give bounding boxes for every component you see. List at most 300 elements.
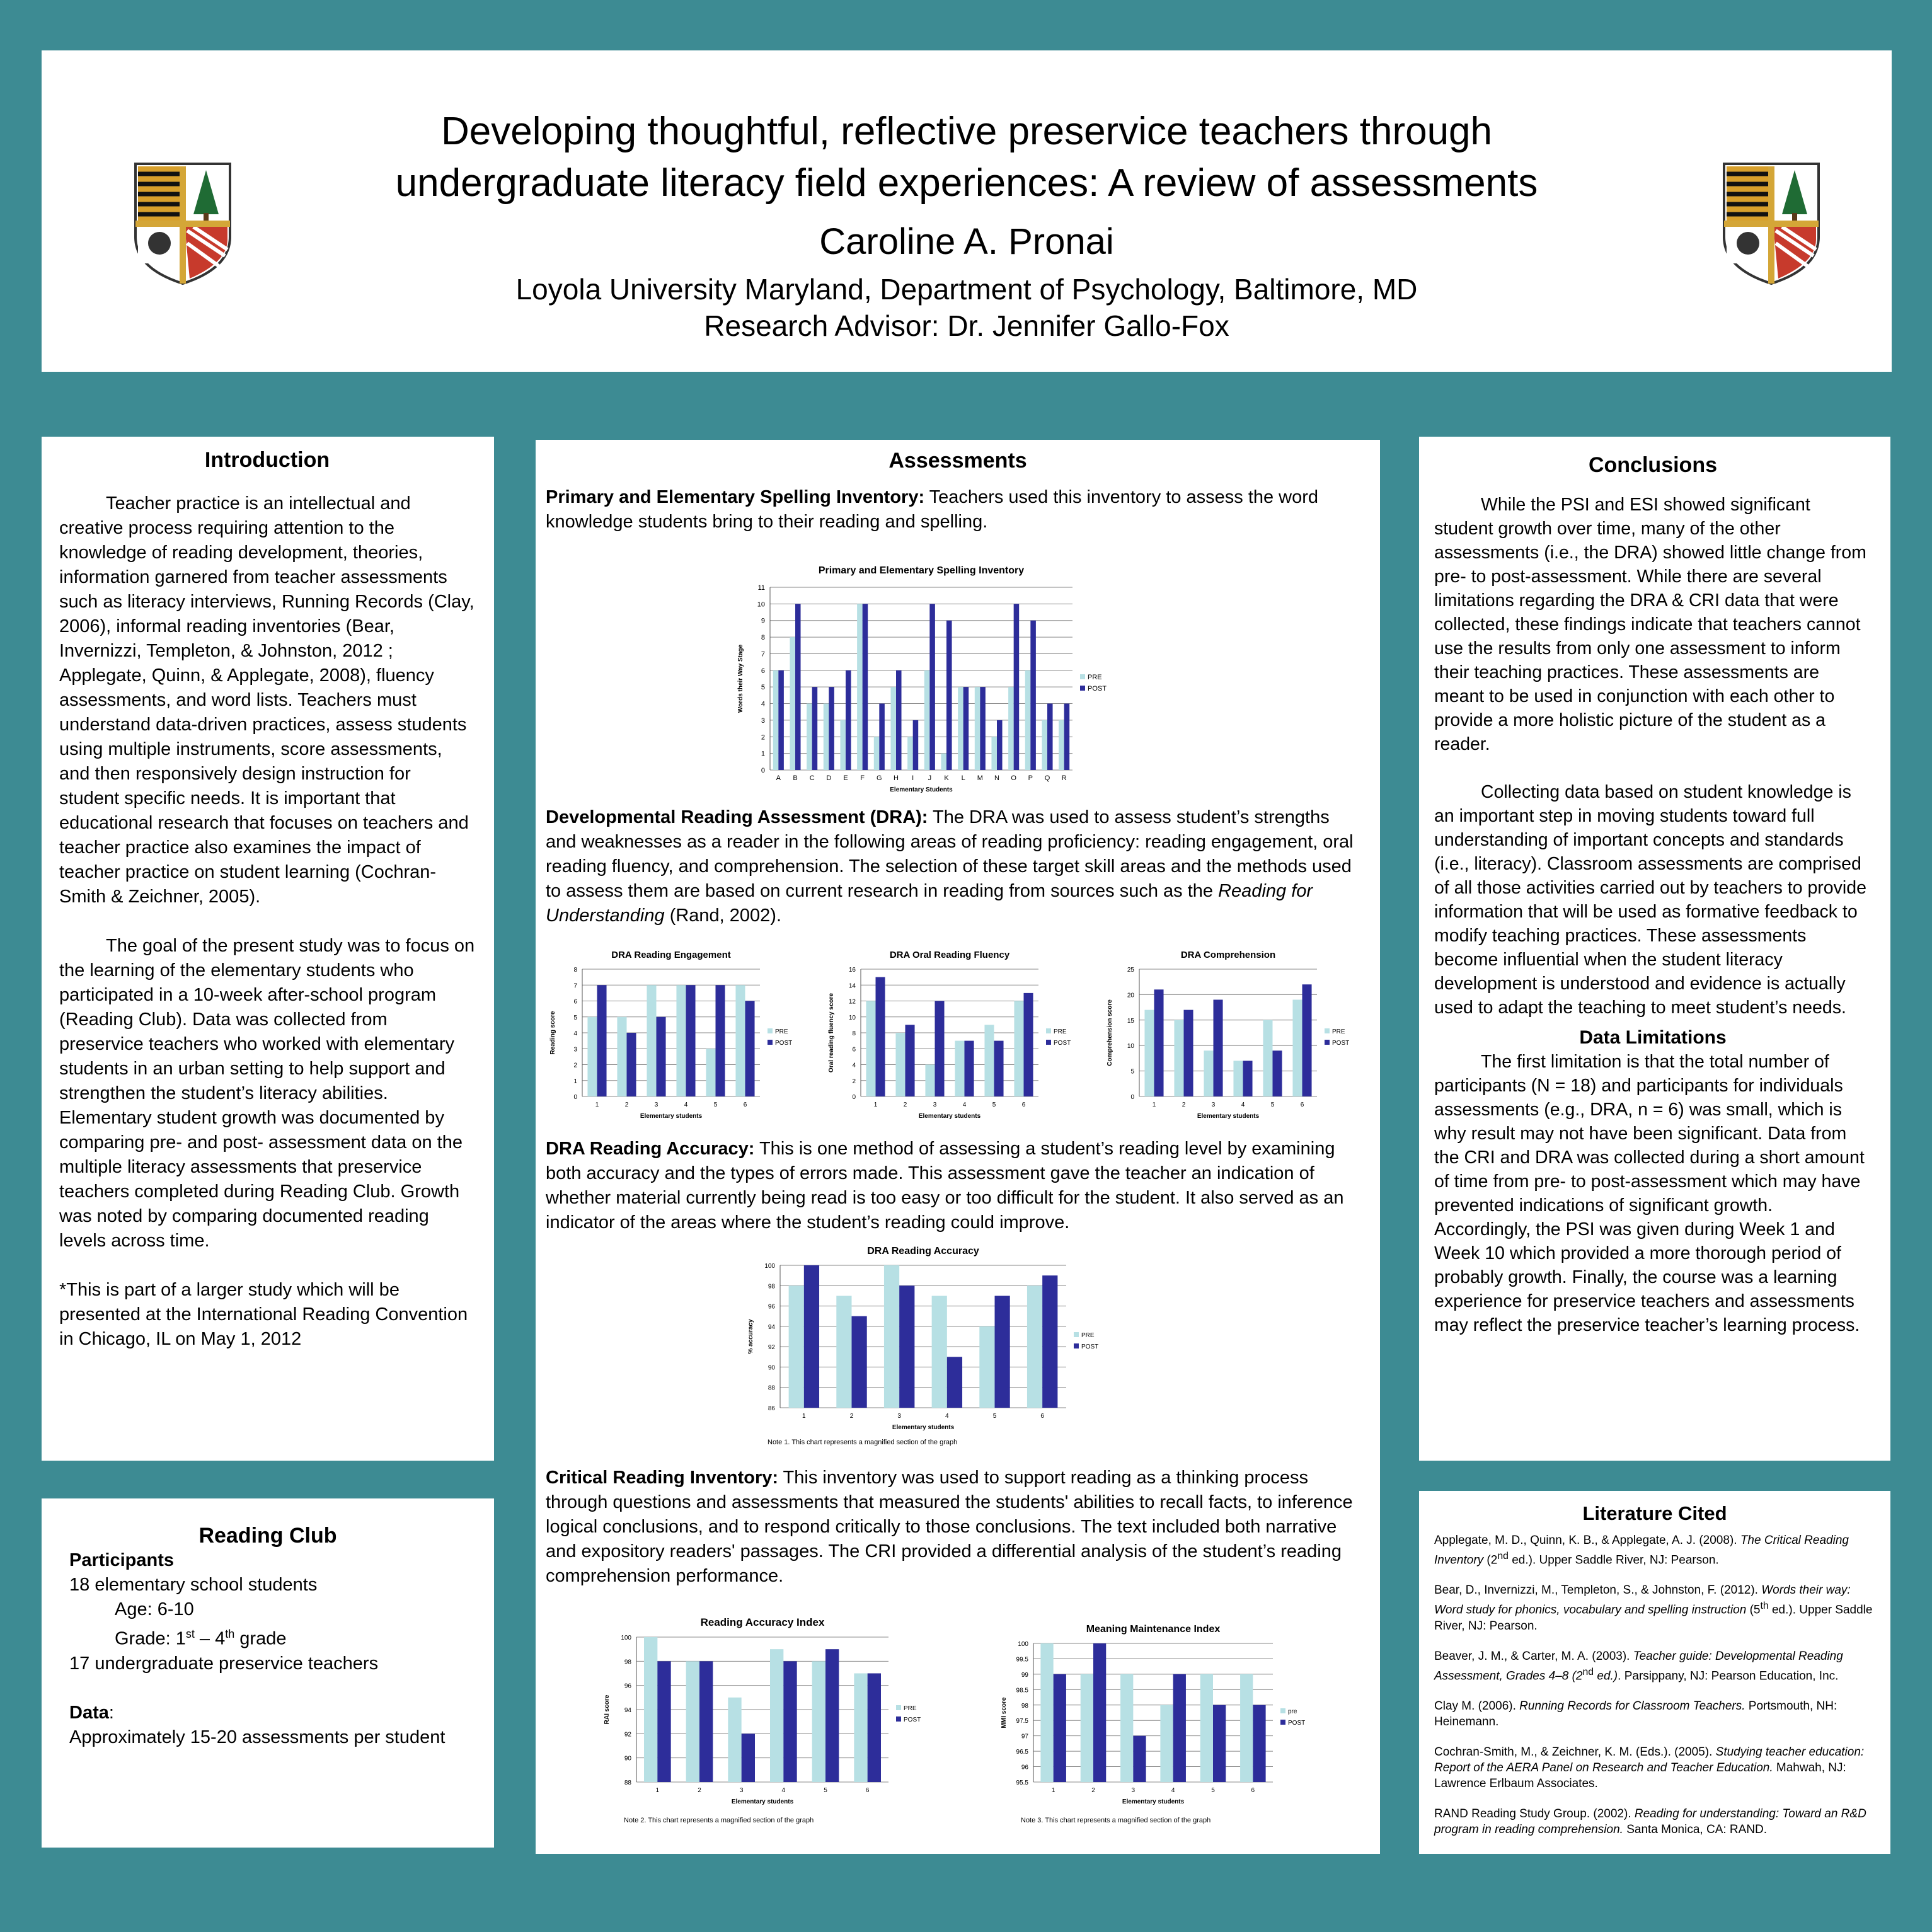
x-tick-label: 3 (1211, 1101, 1216, 1108)
bar-pre (1200, 1674, 1213, 1782)
y-tick-label: 25 (1127, 967, 1134, 974)
accuracy-chart-svg (739, 1240, 1142, 1448)
x-tick-label: 4 (1241, 1101, 1245, 1108)
x-tick-label: 2 (698, 1787, 701, 1794)
bar-post (965, 1041, 974, 1096)
y-tick-label: 90 (768, 1364, 775, 1372)
legend-label: POST (904, 1716, 921, 1723)
y-tick-label: 97 (1021, 1733, 1028, 1740)
bar-pre (676, 985, 686, 1096)
author-name: Caroline A. Pronai (819, 221, 1114, 262)
bar-post (1173, 1674, 1186, 1782)
y-tick-label: 2 (761, 733, 765, 742)
psi-chart-svg (726, 560, 1167, 805)
psi-chart (726, 560, 1167, 805)
y-tick-label: 5 (761, 684, 765, 692)
x-tick-label: 1 (1051, 1787, 1055, 1794)
bar-post (963, 687, 969, 770)
engagement-chart-svg (546, 944, 817, 1127)
x-tick-label: 6 (1021, 1101, 1026, 1108)
legend-swatch (1046, 1040, 1051, 1045)
x-tick-label: 4 (945, 1413, 949, 1420)
bar-pre (773, 670, 779, 770)
x-tick-label: 5 (992, 1101, 996, 1108)
chart-title: DRA Reading Engagement (611, 950, 731, 960)
y-tick-label: 96.5 (1016, 1749, 1028, 1756)
y-tick-label: 4 (852, 1062, 856, 1069)
x-axis-label: Elementary students (918, 1113, 981, 1120)
x-tick-label: 1 (655, 1787, 660, 1794)
bar-post (863, 604, 868, 770)
legend-swatch (1074, 1343, 1079, 1348)
y-tick-label: 4 (761, 700, 765, 708)
legend-label: PRE (904, 1705, 917, 1712)
bar-pre (790, 637, 795, 770)
bar-pre (647, 985, 656, 1096)
chart-note: Note 1. This chart represents a magnified section of the graph (768, 1439, 958, 1446)
bar-post (686, 985, 696, 1096)
bar-post (812, 687, 818, 770)
bar-post (1014, 604, 1020, 770)
x-tick-label: 5 (713, 1101, 718, 1108)
y-tick-label: 7 (573, 982, 577, 990)
y-tick-label: 3 (761, 716, 765, 725)
y-tick-label: 0 (761, 767, 765, 774)
bar-pre (728, 1698, 741, 1782)
chart-title: DRA Reading Accuracy (867, 1246, 979, 1256)
bar-post (716, 985, 725, 1096)
legend-swatch (896, 1705, 901, 1710)
introduction-title: Introduction (204, 448, 330, 472)
x-tick-label: 2 (1091, 1787, 1095, 1794)
x-tick-label: G (877, 774, 882, 782)
bar-pre (924, 670, 930, 770)
chart-title: Meaning Maintenance Index (1086, 1624, 1221, 1635)
y-tick-label: 96 (768, 1303, 775, 1311)
bar-pre (991, 737, 997, 770)
x-tick-label: J (928, 774, 932, 782)
x-tick-label: 3 (897, 1413, 901, 1420)
y-tick-label: 90 (624, 1755, 631, 1762)
bar-pre (890, 687, 896, 770)
bar-post (1093, 1643, 1106, 1782)
y-tick-label: 5 (573, 1014, 577, 1021)
x-tick-label: 5 (824, 1787, 827, 1794)
x-tick-label: F (860, 774, 865, 782)
y-tick-label: 0 (1130, 1094, 1134, 1101)
bar-post (980, 687, 986, 770)
bar-pre (1233, 1061, 1243, 1096)
y-tick-label: 0 (573, 1094, 577, 1101)
legend-label: pre (1288, 1708, 1297, 1715)
legend-swatch (1080, 686, 1085, 691)
y-axis-label: Reading score (549, 1011, 556, 1055)
bar-pre (958, 687, 963, 770)
reading-club-section (42, 1498, 494, 1848)
bar-post (1213, 1705, 1226, 1782)
y-tick-label: 1 (573, 1078, 577, 1085)
x-tick-label: 1 (1152, 1101, 1156, 1108)
bar-pre (1292, 999, 1302, 1096)
fluency-chart-svg (824, 944, 1095, 1127)
mmi-chart (989, 1618, 1342, 1826)
y-axis-label: Words their Way Stage (737, 644, 744, 713)
y-tick-label: 6 (852, 1046, 856, 1054)
bar-post (946, 621, 952, 770)
x-tick-label: 5 (992, 1413, 997, 1420)
x-axis-label: Elementary students (640, 1113, 703, 1120)
bar-pre (1008, 687, 1014, 770)
y-tick-label: 88 (768, 1384, 775, 1392)
y-tick-label: 92 (768, 1344, 775, 1352)
y-tick-label: 15 (1127, 1017, 1134, 1025)
psi-description: Primary and Elementary Spelling Inventory: Teachers used this inventory to assess the word knowledge students bring to their reading and spelling. (546, 487, 1319, 532)
participants-label: Participants (69, 1550, 174, 1570)
bar-post (896, 670, 902, 770)
chart-note: Note 2. This chart represents a magnified section of the graph (624, 1817, 814, 1824)
bar-pre (824, 704, 829, 770)
chart-title: DRA Comprehension (1180, 950, 1276, 960)
x-tick-label: 6 (865, 1787, 870, 1794)
y-axis-label: RAI score (604, 1694, 611, 1725)
x-tick-label: M (977, 774, 983, 782)
x-tick-label: 5 (1211, 1787, 1215, 1794)
comprehension-chart-svg (1103, 944, 1374, 1127)
y-axis-label: % accuracy (747, 1319, 754, 1354)
x-axis-label: Elementary Students (890, 786, 953, 793)
legend-swatch (1280, 1708, 1285, 1713)
engagement-chart (546, 944, 817, 1127)
age-range: Age: 6-10 (115, 1599, 194, 1619)
comprehension-chart (1103, 944, 1374, 1127)
bar-pre (807, 704, 812, 770)
introduction-section (42, 437, 494, 1461)
bar-pre (706, 1049, 715, 1096)
bar-pre (840, 720, 846, 770)
fluency-chart (824, 944, 1095, 1127)
x-tick-label: 3 (1131, 1787, 1136, 1794)
bar-pre (984, 1025, 994, 1096)
bar-pre (854, 1674, 867, 1783)
bar-pre (932, 1296, 947, 1408)
x-tick-label: 4 (1171, 1787, 1175, 1794)
bar-post (829, 687, 834, 770)
bar-post (699, 1661, 713, 1782)
bar-pre (907, 737, 913, 770)
bar-post (899, 1285, 914, 1408)
y-tick-label: 98.5 (1016, 1687, 1028, 1694)
bar-pre (895, 1033, 905, 1096)
bar-post (935, 1001, 945, 1097)
y-tick-label: 8 (761, 634, 765, 642)
y-tick-label: 9 (761, 617, 765, 625)
students-count: 18 elementary school students (69, 1575, 318, 1595)
x-tick-label: P (1028, 774, 1033, 782)
data-limitations-title: Data Limitations (1579, 1027, 1727, 1048)
legend-swatch (768, 1028, 773, 1033)
bar-post (997, 720, 1003, 770)
x-tick-label: H (894, 774, 899, 782)
chart-title: Reading Accuracy Index (700, 1616, 825, 1628)
legend-label: POST (1288, 1720, 1306, 1727)
x-tick-label: 1 (595, 1101, 599, 1108)
x-axis-label: Elementary students (731, 1798, 794, 1805)
y-tick-label: 10 (848, 1014, 856, 1021)
y-tick-label: 2 (573, 1062, 577, 1069)
x-tick-label: R (1061, 774, 1067, 782)
bar-post (868, 1674, 881, 1783)
bar-pre (941, 754, 946, 770)
legend-swatch (1046, 1028, 1051, 1033)
dra-description: Developmental Reading Assessment (DRA): The DRA was used to assess student’s strengths and weaknesses as a reader in the following areas of reading proficiency: reading engagement, oral reading fluency, and comprehension. The selection of these target skill areas and the methods used to assess them are based on current research in reading from sources such as the Reading for Understanding (Rand, 2002). (546, 807, 1354, 926)
y-tick-label: 4 (573, 1030, 577, 1037)
x-axis-label: Elementary students (892, 1424, 955, 1431)
x-tick-label: 6 (1251, 1787, 1255, 1794)
cri-description: Critical Reading Inventory: This inventory was used to support reading as a thinking process through questions and assessments that measured the students' abilities to recall facts, to inference logical conclusions, and to respond critically to those conclusions. The text included both narrative and expository readers' passages. The CRI provided a differential analysis of the student’s reading comprehension performance. (546, 1468, 1353, 1586)
x-tick-label: 2 (849, 1413, 854, 1420)
chart-title: DRA Oral Reading Fluency (889, 950, 1010, 960)
y-tick-label: 94 (624, 1707, 631, 1714)
bar-pre (866, 1001, 875, 1097)
legend-label: POST (1054, 1040, 1071, 1047)
bar-pre (1120, 1674, 1133, 1782)
legend-label: POST (1088, 685, 1107, 693)
rai-chart-svg (592, 1612, 958, 1826)
x-tick-label: 3 (933, 1101, 937, 1108)
data-description: Approximately 15-20 assessments per student (69, 1727, 446, 1747)
x-tick-label: 2 (624, 1101, 629, 1108)
bar-pre (644, 1637, 657, 1782)
legend-swatch (1080, 674, 1085, 679)
data-label: Data: (69, 1702, 114, 1723)
reference-item: Bear, D., Invernizzi, M., Templeton, S., & Johnston, F. (2012). Words their way: Word study for phonics, vocabulary and spelling instruction (5th ed.). Upper Saddle River, NJ: Pearson. (1434, 1584, 1873, 1633)
y-tick-label: 100 (1018, 1641, 1028, 1648)
bar-post (745, 1001, 755, 1097)
data-limitations-paragraph: The first limitation is that the total number of participants (N = 18) and participants for individuals assessments (e.g., DRA, n = 6) was small, which is why result may not have been significant. Data from the CRI and DRA was collected during a short amount of time from pre- to post-assessment which may have prevented indications of significant growth. Accordingly, the PSI was given during Week 1 and Week 10 which provided a more thorough period of probably growth. Finally, the course was a learning experience for preservice teachers and assessments may reflect the preservice teacher’s learning process. (1434, 1052, 1865, 1335)
bar-post (995, 1296, 1010, 1408)
x-tick-label: L (961, 774, 965, 782)
legend-swatch (1325, 1040, 1330, 1045)
legend-swatch (1325, 1028, 1330, 1033)
legend-label: PRE (1332, 1028, 1345, 1035)
bar-post (825, 1649, 839, 1782)
literature-title: Literature Cited (1582, 1502, 1727, 1524)
reference-item: Applegate, M. D., Quinn, K. B., & Applegate, A. J. (2008). The Critical Reading Inventory (2nd ed.). Upper Saddle River, NJ: Pearson. (1434, 1534, 1849, 1567)
bar-post (1030, 621, 1036, 770)
chart-note: Note 3. This chart represents a magnified section of the graph (1021, 1817, 1211, 1824)
y-tick-label: 98 (1021, 1702, 1028, 1710)
y-tick-label: 8 (852, 1030, 856, 1037)
bar-pre (857, 604, 863, 770)
y-tick-label: 7 (761, 650, 765, 658)
legend-label: PRE (1081, 1332, 1095, 1339)
bar-post (597, 985, 607, 1096)
y-tick-label: 88 (624, 1780, 631, 1786)
y-tick-label: 92 (624, 1731, 631, 1739)
bar-pre (925, 1065, 934, 1097)
bar-post (783, 1661, 796, 1782)
bar-post (627, 1033, 636, 1096)
x-axis-label: Elementary students (1197, 1113, 1260, 1120)
bar-pre (1263, 1020, 1272, 1096)
bar-post (913, 720, 919, 770)
literature-cited-section (1419, 1491, 1890, 1854)
y-tick-label: 8 (573, 967, 577, 974)
reference-item: RAND Reading Study Group. (2002). Reading for understanding: Toward an R&D program in reading comprehension. Santa Monica, CA: RAND. (1434, 1807, 1866, 1836)
bar-post (879, 704, 885, 770)
reference-item: Cochran-Smith, M., & Zeichner, K. M. (Eds.). (2005). Studying teacher education: Report of the AERA Panel on Research and Teacher Education. Mahwah, NJ: Lawrence Erlbaum Associates. (1434, 1745, 1865, 1790)
bar-pre (1040, 1643, 1053, 1782)
affiliation: Loyola University Maryland, Department of Psychology, Baltimore, MD Research Advisor: Dr. Jennifer Gallo-Fox (515, 273, 1418, 342)
y-tick-label: 11 (757, 584, 765, 592)
bar-post (1184, 1010, 1193, 1096)
y-tick-label: 16 (848, 967, 856, 974)
bar-post (846, 670, 851, 770)
legend-label: POST (1081, 1343, 1099, 1350)
bar-pre (955, 1041, 964, 1096)
bar-pre (1014, 1001, 1023, 1097)
y-tick-label: 96 (1021, 1764, 1028, 1771)
x-tick-label: K (944, 774, 949, 782)
accuracy-chart (739, 1240, 1142, 1448)
bar-pre (884, 1265, 899, 1408)
y-tick-label: 5 (1130, 1068, 1134, 1076)
bar-pre (1042, 720, 1047, 770)
x-tick-label: E (843, 774, 848, 782)
x-tick-label: D (826, 774, 832, 782)
y-tick-label: 10 (757, 601, 765, 609)
conclusions-paragraph: While the PSI and ESI showed significant student growth over time, many of the other assessments (i.e., the DRA) showed little change from pre- to post-assessment. While there are several limitations regarding the DRA & CRI data that were collected, these findings indicate that teachers cannot use the results from only one assessment to inform their teaching practices. These assessments are meant to be used in conjunction with each other to provide a more holistic picture of the student as a reader. (1434, 495, 1866, 754)
bar-post (1154, 989, 1164, 1096)
x-tick-label: 3 (739, 1787, 744, 1794)
bar-pre (812, 1661, 825, 1782)
y-tick-label: 10 (1127, 1043, 1134, 1050)
bar-pre (1027, 1285, 1042, 1408)
assessments-title: Assessments (888, 449, 1027, 473)
bar-post (1133, 1736, 1146, 1782)
legend-label: POST (775, 1040, 793, 1047)
y-tick-label: 100 (621, 1635, 631, 1642)
bar-pre (1081, 1674, 1093, 1782)
y-tick-label: 98 (768, 1283, 775, 1291)
bar-pre (836, 1296, 851, 1408)
introduction-paragraph: Teacher practice is an intellectual and creative process requiring attention to the knowledge of reading development, theories, information garnered from teacher assessments such as literacy interviews, Running Records (Clay, 2006), informal reading inventories (Bear, Invernizzi, Templeton, & Johnston, 2012 ; Applegate, Quinn, & Applegate, 2008), fluency assessments, and word lists. Teachers must understand data-driven practices, assess students using multiple instruments, score assessments, and then responsively design instruction for student specific needs. It is important that educational research that focuses on teachers and teacher practice also examines the impact of teacher practice on student learning (Cochran-Smith & Zeichner, 2005). (59, 493, 474, 907)
y-tick-label: 99 (1021, 1671, 1028, 1679)
chart-title: Primary and Elementary Spelling Inventory (818, 565, 1025, 576)
bar-post (657, 1661, 670, 1782)
bar-pre (686, 1661, 699, 1782)
bar-post (876, 977, 885, 1096)
y-tick-label: 1 (761, 750, 765, 758)
bar-post (947, 1357, 962, 1408)
bar-pre (770, 1649, 783, 1782)
bar-post (1273, 1050, 1282, 1096)
x-tick-label: A (776, 774, 781, 782)
assessments-section (536, 440, 1380, 1854)
legend-label: POST (1332, 1040, 1350, 1047)
x-tick-label: 4 (684, 1101, 688, 1108)
bar-post (657, 1017, 666, 1096)
bar-post (778, 670, 784, 770)
y-axis-label: MMI score (1001, 1697, 1008, 1728)
y-tick-label: 6 (573, 998, 577, 1006)
bar-post (852, 1316, 867, 1408)
x-tick-label: O (1011, 774, 1016, 782)
introduction-footnote: *This is part of a larger study which will be presented at the International Reading Convention in Chicago, IL on May 1, 2012 (59, 1280, 468, 1349)
x-tick-label: 6 (1300, 1101, 1304, 1108)
legend-label: PRE (1054, 1028, 1067, 1035)
x-tick-label: I (912, 774, 914, 782)
x-tick-label: C (809, 774, 815, 782)
bar-post (804, 1265, 819, 1408)
reference-item: Clay M. (2006). Running Records for Classroom Teachers. Portsmouth, NH: Heinemann. (1434, 1699, 1837, 1728)
grade-range: Grade: 1st – 4th grade (115, 1628, 287, 1649)
bar-pre (1059, 720, 1064, 770)
y-axis-label: Comprehension score (1107, 999, 1113, 1066)
poster-title: Developing thoughtful, reflective preservice teachers through undergraduate literacy field experiences: A review of assessments (395, 110, 1538, 205)
bar-pre (1025, 670, 1031, 770)
bar-pre (979, 1326, 994, 1408)
conclusions-title: Conclusions (1588, 453, 1718, 477)
bar-post (1064, 704, 1070, 770)
bar-post (1054, 1674, 1066, 1782)
bar-post (1214, 999, 1223, 1096)
bar-post (1024, 993, 1033, 1096)
legend-swatch (1280, 1720, 1285, 1725)
x-tick-label: B (793, 774, 798, 782)
bar-post (1253, 1705, 1265, 1782)
reading-club-title: Reading Club (198, 1524, 337, 1548)
bar-pre (1204, 1050, 1213, 1096)
x-tick-label: 1 (873, 1101, 878, 1108)
y-tick-label: 12 (848, 998, 856, 1006)
bar-pre (975, 687, 980, 770)
y-tick-label: 20 (1127, 992, 1134, 999)
legend-label: PRE (775, 1028, 788, 1035)
bar-post (795, 604, 801, 770)
bar-post (1243, 1061, 1253, 1096)
y-tick-label: 99.5 (1016, 1656, 1028, 1664)
y-tick-label: 0 (852, 1094, 856, 1101)
reference-item: Beaver, J. M., & Carter, M. A. (2003). Teacher guide: Developmental Reading Assessment, Grades 4–8 (2nd ed.). Parsippany, NJ: Pearson Education, Inc. (1434, 1649, 1843, 1682)
x-tick-label: 2 (1182, 1101, 1186, 1108)
x-tick-label: 4 (781, 1787, 786, 1794)
introduction-paragraph: The goal of the present study was to focus on the learning of the elementary students who participated in a 10-week after-school program (Reading Club). Data was collected from preservice teachers who worked with elementary students in an urban setting to help support and strengthen the student’s literacy abilities. Elementary student growth was documented by comparing pre- and post- assessment data on the multiple literacy assessments that preservice teachers completed during Reading Club. Growth was noted by comparing documented reading levels across time. (59, 936, 475, 1251)
legend-swatch (896, 1716, 901, 1722)
y-tick-label: 14 (848, 982, 856, 990)
mmi-chart-svg (989, 1618, 1342, 1826)
bar-pre (735, 985, 745, 1096)
x-tick-label: 2 (903, 1101, 907, 1108)
y-tick-label: 94 (768, 1323, 775, 1331)
y-axis-label: Oral reading fluency score (828, 992, 835, 1073)
x-tick-label: 6 (743, 1101, 747, 1108)
bar-pre (617, 1017, 626, 1096)
y-tick-label: 96 (624, 1682, 631, 1690)
x-axis-label: Elementary students (1122, 1798, 1185, 1805)
bar-pre (1240, 1674, 1253, 1782)
legend-swatch (768, 1040, 773, 1045)
legend-swatch (1074, 1332, 1079, 1337)
bar-pre (1160, 1705, 1173, 1782)
rai-chart (592, 1612, 958, 1826)
y-tick-label: 3 (573, 1046, 577, 1054)
y-tick-label: 86 (768, 1405, 775, 1412)
y-tick-label: 98 (624, 1659, 631, 1666)
y-tick-label: 6 (761, 667, 765, 675)
y-tick-label: 97.5 (1016, 1718, 1028, 1725)
y-tick-label: 95.5 (1016, 1780, 1028, 1786)
